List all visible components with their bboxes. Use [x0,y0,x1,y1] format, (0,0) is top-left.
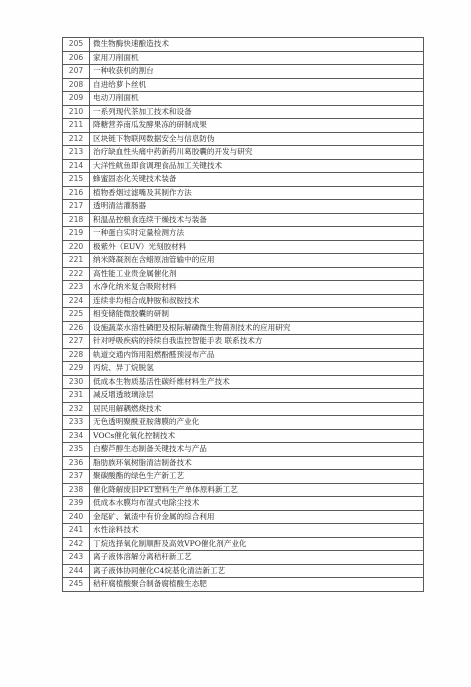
row-number: 222 [63,267,90,281]
row-number: 238 [63,483,90,497]
row-number: 233 [63,416,90,430]
row-number: 228 [63,348,90,362]
technology-name: 纳米降凝剂在含蜡原油管输中的应用 [90,254,424,268]
row-number: 242 [63,537,90,551]
row-number: 229 [63,362,90,376]
row-number: 232 [63,402,90,416]
technology-name: 降糖营养南瓜发酵果冻的研制成果 [90,119,424,133]
table-row [63,321,424,335]
row-number: 231 [63,389,90,403]
technology-list-table [62,37,424,592]
technology-name: 透明清洁灌肠器 [90,200,424,214]
technology-name: 一种收获机的割台 [90,65,424,79]
table-row [63,483,424,497]
table-body [63,38,424,592]
table-row [63,281,424,295]
table-row [63,456,424,470]
technology-name: VOCs催化氧化控制技术 [90,429,424,443]
row-number: 206 [63,51,90,65]
table-row [63,537,424,551]
row-number: 240 [63,510,90,524]
table-row [63,78,424,92]
table-row [63,429,424,443]
table-row [63,65,424,79]
technology-name: 电动刀削面机 [90,92,424,106]
row-number: 239 [63,497,90,511]
table-row [63,470,424,484]
table-row [63,578,424,592]
technology-name: 轨道交通内饰用阻燃酚醛预浸布产品 [90,348,424,362]
technology-name: 一种蛋白实时定量检测方法 [90,227,424,241]
row-number: 219 [63,227,90,241]
technology-name: 催化降解废旧PET塑料生产单体原料新工艺 [90,483,424,497]
table-row [63,213,424,227]
table-row [63,389,424,403]
table-row [63,308,424,322]
technology-name: 积温品控粮食连续干燥技术与装备 [90,213,424,227]
technology-name: 高性能工业贵金属催化剂 [90,267,424,281]
table-row [63,159,424,173]
table-row [63,416,424,430]
row-number: 209 [63,92,90,106]
row-number: 214 [63,159,90,173]
table-row [63,497,424,511]
row-number: 235 [63,443,90,457]
row-number: 218 [63,213,90,227]
table-row [63,443,424,457]
row-number: 210 [63,105,90,119]
row-number: 226 [63,321,90,335]
row-number: 223 [63,281,90,295]
technology-name: 连续非均相合成肿胺和叔胺技术 [90,294,424,308]
row-number: 212 [63,132,90,146]
technology-name: 蜂蜜固态化关键技术装备 [90,173,424,187]
technology-name: 聚碳酸酯的绿色生产新工艺 [90,470,424,484]
row-number: 244 [63,564,90,578]
table-row [63,200,424,214]
technology-name: 针对呼吸疾病的持续自我监控智能手表 联系技术方 [90,335,424,349]
table-row [63,240,424,254]
technology-name: 秸秆腐植酸聚合制备腐植酸生态肥 [90,578,424,592]
row-number: 237 [63,470,90,484]
table-row [63,335,424,349]
row-number: 205 [63,38,90,52]
technology-name: 丙烷、异丁烷脱氢 [90,362,424,376]
technology-name: 丁烷选择氧化制顺酐及高效VPO催化剂产业化 [90,537,424,551]
technology-name: 水净化纳米复合吸附材料 [90,281,424,295]
table-row [63,173,424,187]
row-number: 207 [63,65,90,79]
technology-name: 离子液体协同催化C4烷基化清洁新工艺 [90,564,424,578]
table-row [63,146,424,160]
technology-name: 自进给萝卜丝机 [90,78,424,92]
technology-name: 离子液体溶解分离秸秆新工艺 [90,551,424,565]
technology-name: 微生物酶快速酿造技术 [90,38,424,52]
row-number: 224 [63,294,90,308]
table-row [63,186,424,200]
table-row [63,551,424,565]
table-row [63,402,424,416]
technology-name: 大洋性鱿鱼即食调理食品加工关键技术 [90,159,424,173]
technology-name: 白藜芦醇生态制备关键技术与产品 [90,443,424,457]
table-row [63,38,424,52]
table-row [63,119,424,133]
row-number: 216 [63,186,90,200]
table-row [63,362,424,376]
row-number: 234 [63,429,90,443]
technology-name: 家用刀削面机 [90,51,424,65]
technology-name: 区块链下物联网数据安全与信息防伪 [90,132,424,146]
row-number: 230 [63,375,90,389]
technology-name: 居民用解耦燃烧技术 [90,402,424,416]
technology-name: 低成本生物质基活性碳纤维材料生产技术 [90,375,424,389]
row-number: 208 [63,78,90,92]
row-number: 243 [63,551,90,565]
table-row [63,105,424,119]
row-number: 215 [63,173,90,187]
table-row [63,267,424,281]
technology-name: 植物香烟过滤嘴及其制作方法 [90,186,424,200]
technology-name: 水性涂料技术 [90,524,424,538]
table-row [63,51,424,65]
row-number: 217 [63,200,90,214]
table-row [63,92,424,106]
table-row [63,132,424,146]
table-row [63,294,424,308]
technology-name: 脂肪族环氧树脂清洁制备技术 [90,456,424,470]
row-number: 227 [63,335,90,349]
table-row [63,227,424,241]
technology-name: 无色透明聚酰亚胺薄膜的产业化 [90,416,424,430]
row-number: 220 [63,240,90,254]
row-number: 236 [63,456,90,470]
row-number: 241 [63,524,90,538]
table-row [63,524,424,538]
technology-name: 减反增透玻璃涂层 [90,389,424,403]
row-number: 245 [63,578,90,592]
row-number: 211 [63,119,90,133]
technology-name: 一系列现代茶加工技术和设备 [90,105,424,119]
technology-name: 设施蔬菜水溶性磷肥及根际解磷微生物菌剂技术的应用研究 [90,321,424,335]
technology-name: 治疗缺血性头痛中药新药川葛胶囊的开发与研究 [90,146,424,160]
table-row [63,510,424,524]
table-row [63,254,424,268]
table-row [63,348,424,362]
table-row [63,375,424,389]
technology-name: 低成本水膜均布湿式电除尘技术 [90,497,424,511]
table-row [63,564,424,578]
technology-name: 金尾矿、氰渣中有价金属的综合利用 [90,510,424,524]
row-number: 213 [63,146,90,160]
row-number: 221 [63,254,90,268]
row-number: 225 [63,308,90,322]
technology-name: 极紫外（EUV）光刻胶材料 [90,240,424,254]
technology-name: 相变储能微胶囊的研制 [90,308,424,322]
